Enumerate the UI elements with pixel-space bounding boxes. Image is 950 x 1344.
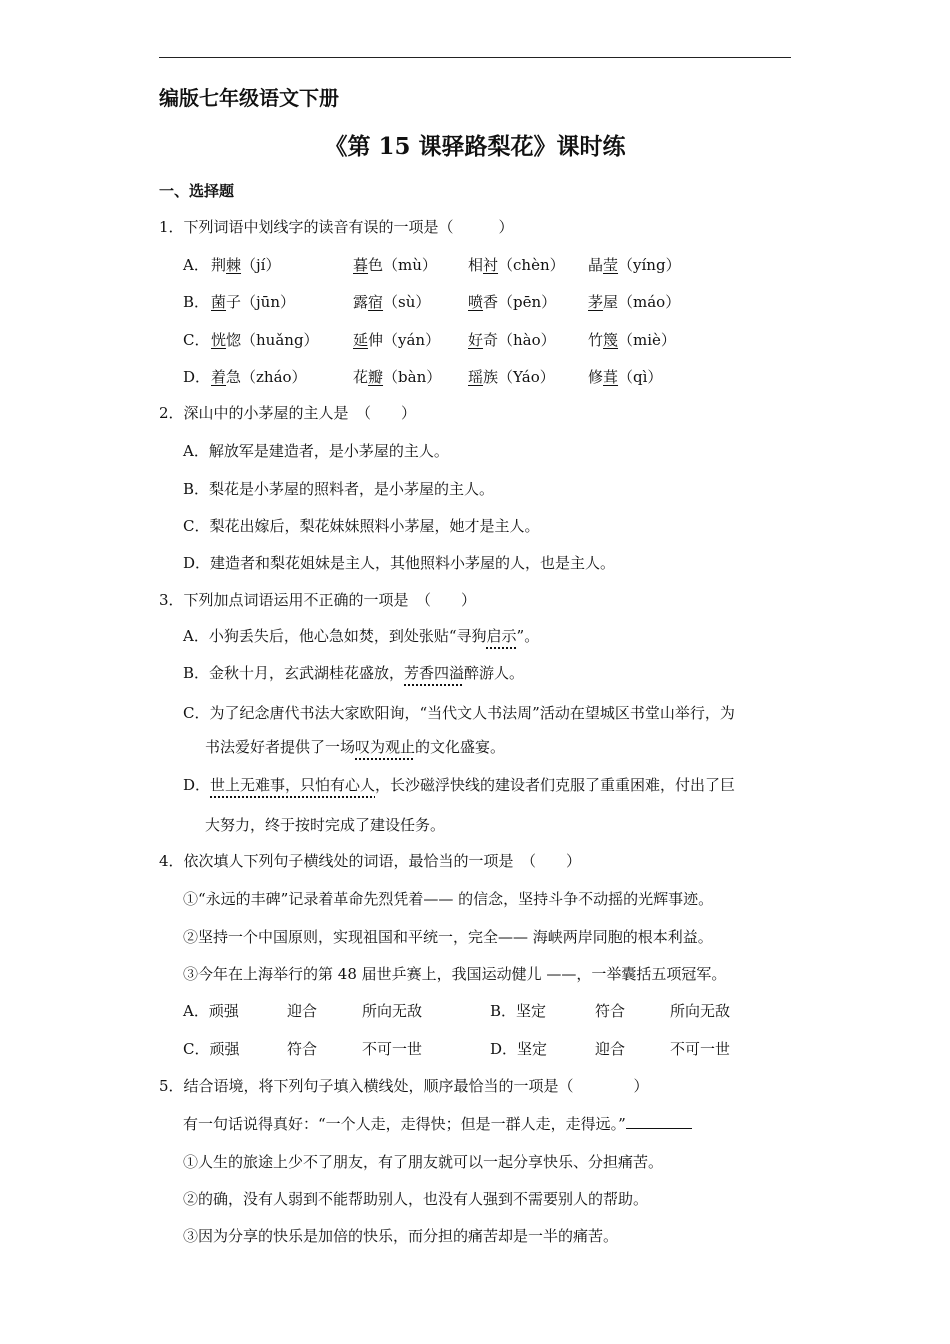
word-prefix: 荆 xyxy=(211,256,227,274)
q4-stem: 4．依次填人下列句子横线处的词语，最恰当的一项是 （ ） xyxy=(159,852,582,870)
underlined-char: 暮 xyxy=(353,256,369,274)
word-prefix: 相 xyxy=(468,256,484,274)
word-suffix-pinyin: （bàn） xyxy=(383,368,442,386)
q4-sentence-2: ②坚持一个中国原则，实现祖国和平统一，完全—— 海峡两岸同胞的根本利益。 xyxy=(183,928,713,946)
q1-option-c-label: C． xyxy=(183,331,210,349)
q3-c-dotted: 叹为观止 xyxy=(355,738,416,756)
q1-option-a-word-3 xyxy=(468,254,565,276)
q1-option-d-label: D． xyxy=(183,368,211,386)
word-suffix-pinyin: 伸（yán） xyxy=(368,331,441,349)
q1-option-c-word-4 xyxy=(588,329,676,351)
q3-d-dotted: 世上无难事，只怕有心人 xyxy=(210,776,376,794)
q3-option-c-line1: C．为了纪念唐代书法大家欧阳询，“当代文人书法周”活动在望城区书堂山举行，为 xyxy=(183,704,735,722)
q1-option-c-word-2 xyxy=(353,329,440,351)
q2-option-c: C．梨花出嫁后，梨花妹妹照料小茅屋，她才是主人。 xyxy=(183,517,540,535)
q1-option-b-label: B． xyxy=(183,293,210,311)
underlined-char: 着 xyxy=(211,368,227,386)
q4-option-row-1 xyxy=(183,1000,763,1022)
q1-option-c xyxy=(183,329,703,351)
word-suffix-pinyin: 惚（huǎng） xyxy=(226,331,319,349)
underlined-char: 延 xyxy=(353,331,369,349)
underlined-char: 喷 xyxy=(468,293,484,311)
underlined-char: 棘 xyxy=(226,256,242,274)
q1-option-d-word-2 xyxy=(353,366,441,388)
word-prefix: 花 xyxy=(353,368,369,386)
q3-option-d-line2: 大努力，终于按时完成了建设任务。 xyxy=(205,816,446,834)
underlined-char: 菌 xyxy=(211,293,227,311)
lesson-title: 《第 15 课驿路梨花》课时练 xyxy=(324,133,626,160)
q1-option-d xyxy=(183,366,703,388)
word-suffix-pinyin: 急（zháo） xyxy=(226,368,307,386)
word-prefix: 修 xyxy=(588,368,604,386)
q5-sentence-3: ③因为分享的快乐是加倍的快乐，而分担的痛苦却是一半的痛苦。 xyxy=(183,1227,619,1245)
underlined-char: 葺 xyxy=(603,368,619,386)
underlined-char: 好 xyxy=(468,331,484,349)
word-suffix-pinyin: 屋（máo） xyxy=(603,293,681,311)
q4-option-c-word3: 不可一世 xyxy=(362,1040,423,1058)
q4-option-a-word3: 所向无敌 xyxy=(362,1002,423,1020)
q1-option-b-word-1 xyxy=(211,291,295,313)
underlined-char: 宿 xyxy=(368,293,384,311)
q1-option-a-word-1 xyxy=(211,254,280,276)
q5-intro-text: 有一句话说得真好：“一个人走，走得快；但是一群人走，走得远。” xyxy=(183,1115,626,1133)
q1-option-d-word-1 xyxy=(211,366,307,388)
underlined-char: 瑶 xyxy=(468,368,484,386)
word-suffix-pinyin: （qì） xyxy=(618,368,663,386)
q1-option-b-word-4 xyxy=(588,291,680,313)
q1-option-d-word-4 xyxy=(588,366,662,388)
q3-option-d-line1 xyxy=(183,774,735,796)
underlined-char: 篾 xyxy=(603,331,619,349)
q4-option-a-word2: 迎合 xyxy=(287,1002,318,1020)
q1-option-b xyxy=(183,291,703,313)
underlined-char: 莹 xyxy=(603,256,619,274)
q1-option-a xyxy=(183,254,703,276)
q2-option-d: D．建造者和梨花姐妹是主人，其他照料小茅屋的人，也是主人。 xyxy=(183,554,616,572)
q5-sentence-1: ①人生的旅途上少不了朋友，有了朋友就可以一起分享快乐、分担痛苦。 xyxy=(183,1153,664,1171)
q3-a-tail: ”。 xyxy=(516,627,540,645)
word-suffix-pinyin: 香（pēn） xyxy=(483,293,557,311)
underlined-char: 茅 xyxy=(588,293,604,311)
q4-option-c-word2: 符合 xyxy=(287,1040,318,1058)
q2-option-a: A．解放军是建造者，是小茅屋的主人。 xyxy=(183,442,449,460)
q4-option-b-word3: 所向无敌 xyxy=(670,1002,731,1020)
q3-option-a xyxy=(183,625,539,647)
q2-option-b: B．梨花是小茅屋的照料者，是小茅屋的主人。 xyxy=(183,480,495,498)
q4-sentence-1: ①“永远的丰碑”记录着革命先烈凭着—— 的信念，坚持斗争不动摇的光辉事迹。 xyxy=(183,890,714,908)
q4-option-a: A．顽强 xyxy=(183,1002,239,1020)
q3-b-text: B．金秋十月，玄武湖桂花盛放， xyxy=(183,664,405,682)
q4-sentence-3: ③今年在上海举行的第 48 届世乒赛上，我国运动健儿 ——，一举囊括五项冠军。 xyxy=(183,965,727,983)
q1-option-b-word-3 xyxy=(468,291,556,313)
q3-b-tail: 醉游人。 xyxy=(464,664,525,682)
q4-option-d-word2: 迎合 xyxy=(595,1040,626,1058)
q1-option-a-label: A． xyxy=(183,256,209,274)
q3-a-dotted: 启示 xyxy=(486,627,517,645)
q5-intro xyxy=(183,1113,692,1135)
q4-option-b-word2: 符合 xyxy=(595,1002,626,1020)
q1-stem: 1．下列词语中划线字的读音有误的一项是（ ） xyxy=(159,218,514,236)
q3-option-c-line2 xyxy=(205,736,505,758)
word-suffix-pinyin: （miè） xyxy=(618,331,676,349)
q3-d-text: ，长沙磁浮快线的建设者们克服了重重困难，付出了巨 xyxy=(375,776,736,794)
word-suffix-pinyin: 色（mù） xyxy=(368,256,437,274)
word-prefix: 露 xyxy=(353,293,369,311)
q1-option-a-word-4 xyxy=(588,254,681,276)
word-suffix-pinyin: （chèn） xyxy=(498,256,565,274)
word-suffix-pinyin: （yíng） xyxy=(618,256,681,274)
underlined-char: 衬 xyxy=(483,256,499,274)
q3-option-b xyxy=(183,662,524,684)
q2-stem: 2．深山中的小茅屋的主人是 （ ） xyxy=(159,404,417,422)
q5-stem: 5．结合语境，将下列句子填入横线处，顺序最恰当的一项是（ ） xyxy=(159,1077,649,1095)
underlined-char: 瓣 xyxy=(368,368,384,386)
q1-option-d-word-3 xyxy=(468,366,555,388)
word-suffix-pinyin: 奇（hào） xyxy=(483,331,556,349)
q1-option-c-word-3 xyxy=(468,329,556,351)
q3-c-text: 书法爱好者提供了一场 xyxy=(205,738,356,756)
q5-answer-blank xyxy=(626,1114,692,1129)
word-suffix-pinyin: 子（jūn） xyxy=(226,293,295,311)
q3-c-tail: 的文化盛宴。 xyxy=(415,738,506,756)
word-suffix-pinyin: （jí） xyxy=(241,256,281,274)
underlined-char: 恍 xyxy=(211,331,227,349)
q3-b-dotted: 芳香四溢 xyxy=(404,664,465,682)
top-rule xyxy=(159,57,791,58)
section-heading: 一、选择题 xyxy=(159,182,235,200)
word-prefix: 晶 xyxy=(588,256,604,274)
q3-a-text: A．小狗丢失后，他心急如焚，到处张贴“寻狗 xyxy=(183,627,487,645)
q3-stem: 3．下列加点词语运用不正确的一项是 （ ） xyxy=(159,591,477,609)
q1-option-a-word-2 xyxy=(353,254,437,276)
q3-d-label: D． xyxy=(183,776,211,794)
q5-sentence-2: ②的确，没有人弱到不能帮助别人，也没有人强到不需要别人的帮助。 xyxy=(183,1190,649,1208)
word-suffix-pinyin: 族（Yáo） xyxy=(483,368,555,386)
word-suffix-pinyin: （sù） xyxy=(383,293,431,311)
q4-option-d-word3: 不可一世 xyxy=(670,1040,731,1058)
q4-option-b: B．坚定 xyxy=(490,1002,547,1020)
q4-option-d: D．坚定 xyxy=(490,1040,548,1058)
q1-option-c-word-1 xyxy=(211,329,319,351)
q4-option-c: C．顽强 xyxy=(183,1040,240,1058)
course-header: 编版七年级语文下册 xyxy=(159,86,339,110)
word-prefix: 竹 xyxy=(588,331,604,349)
q4-option-row-2 xyxy=(183,1038,763,1060)
q1-option-b-word-2 xyxy=(353,291,430,313)
